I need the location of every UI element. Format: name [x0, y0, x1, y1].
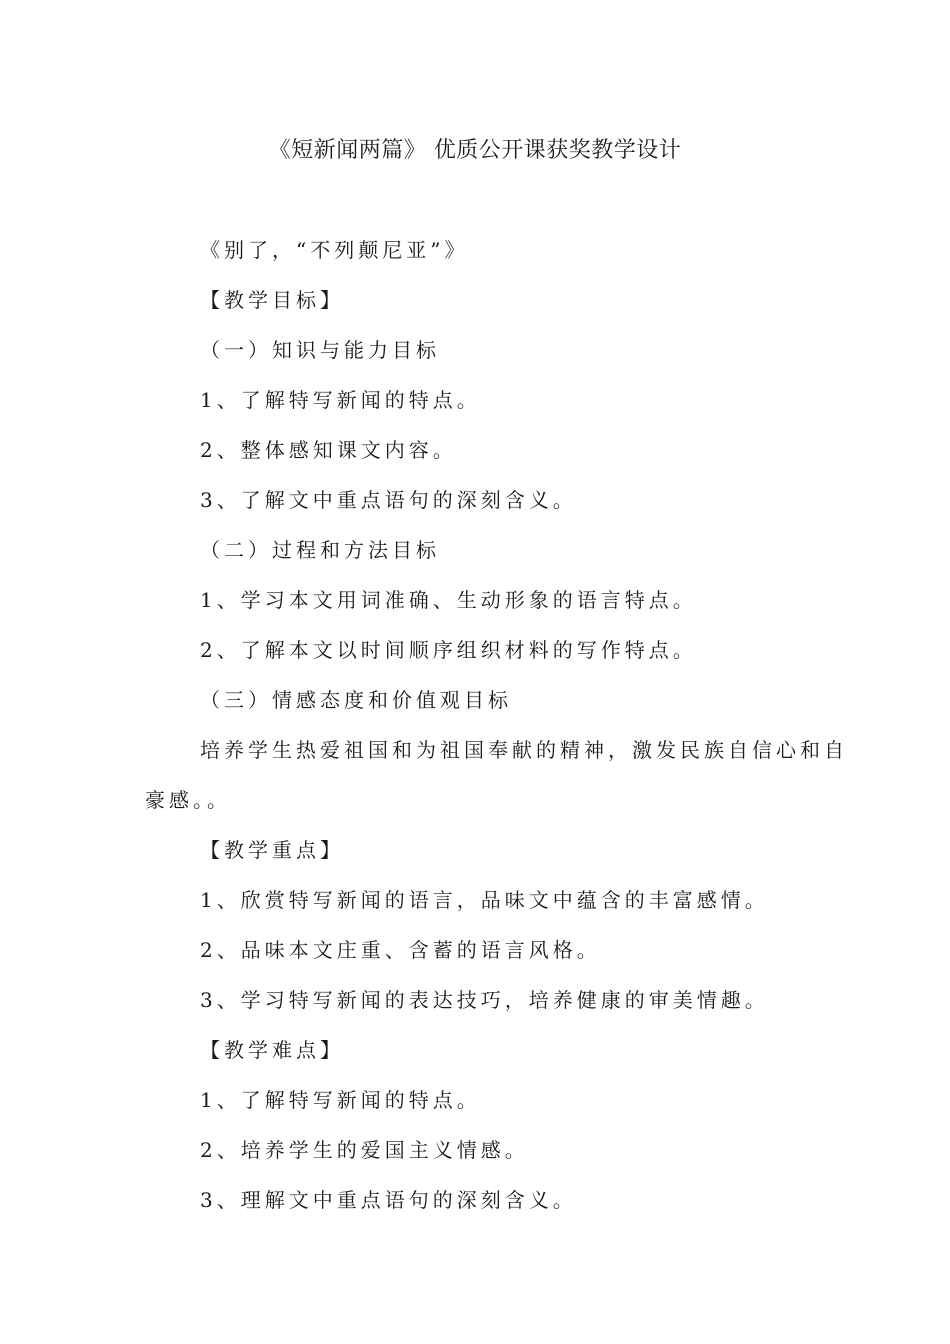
list-item: 3、了解文中重点语句的深刻含义。 [200, 488, 577, 512]
list-item: 3、学习特写新闻的表达技巧，培养健康的审美情趣。 [200, 988, 769, 1012]
list-item: 2、品味本文庄重、含蓄的语言风格。 [200, 938, 601, 962]
document-title: 《短新闻两篇》 优质公开课获奖教学设计 [268, 138, 682, 163]
section-heading-difficulties: 【教学难点】 [200, 1038, 344, 1062]
lesson-subtitle: 《别了，“不列颠尼亚”》 [200, 238, 469, 262]
list-item: 2、培养学生的爱国主义情感。 [200, 1138, 529, 1162]
list-item: 3、理解文中重点语句的深刻含义。 [200, 1188, 577, 1212]
section-heading-objectives: 【教学目标】 [200, 288, 344, 312]
list-item: 1、学习本文用词准确、生动形象的语言特点。 [200, 588, 697, 612]
subsection-heading-knowledge: （一）知识与能力目标 [200, 338, 440, 362]
list-item: 2、了解本文以时间顺序组织材料的写作特点。 [200, 638, 697, 662]
section-heading-key-points: 【教学重点】 [200, 838, 344, 862]
subsection-heading-values: （三）情感态度和价值观目标 [200, 688, 512, 712]
paragraph-line: 培养学生热爱祖国和为祖国奉献的精神，激发民族自信心和自 [200, 738, 848, 762]
paragraph-line-continued: 豪感。。 [145, 788, 231, 812]
list-item: 1、了解特写新闻的特点。 [200, 388, 481, 412]
subsection-heading-process: （二）过程和方法目标 [200, 538, 440, 562]
list-item: 1、了解特写新闻的特点。 [200, 1088, 481, 1112]
list-item: 1、欣赏特写新闻的语言，品味文中蕴含的丰富感情。 [200, 888, 769, 912]
list-item: 2、整体感知课文内容。 [200, 438, 457, 462]
